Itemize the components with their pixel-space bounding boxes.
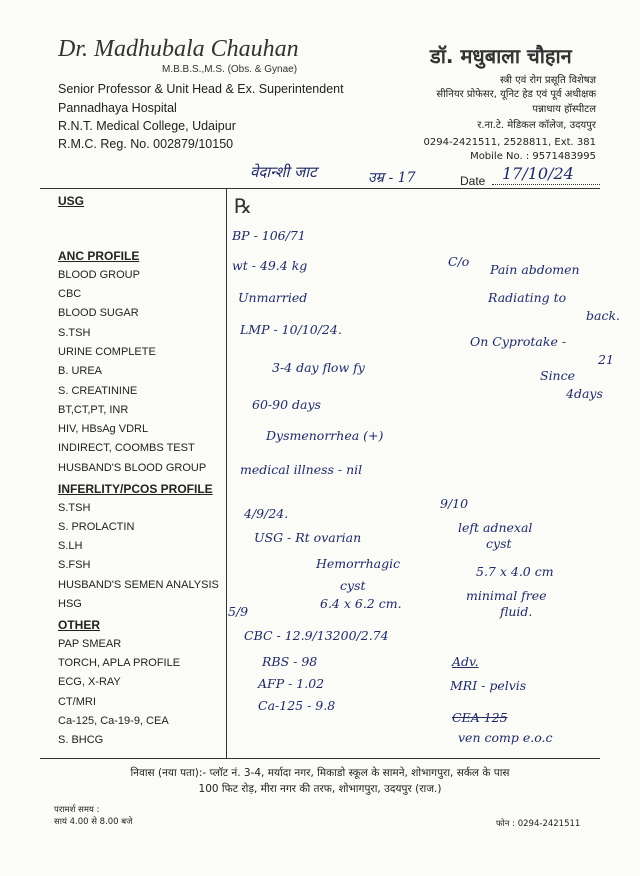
other-item: TORCH, APLA PROFILE	[58, 657, 181, 669]
note-mri: MRI - pelvis	[450, 678, 527, 693]
complaint-line: Since	[540, 368, 576, 383]
complaint-line: On Cyprotake -	[470, 334, 567, 349]
note-hemorrhagic: Hemorrhagic	[316, 556, 401, 571]
hospital-hindi: पन्नाधाय हॉस्पीटल	[532, 104, 596, 115]
date-label: Date	[460, 174, 486, 188]
note-cbc: CBC - 12.9/13200/2.74	[244, 628, 389, 643]
note-left-adnexal: left adnexal	[458, 520, 533, 535]
top-divider	[40, 188, 600, 189]
qualifications: M.B.B.S.,M.S. (Obs. & Gynae)	[162, 64, 298, 75]
infertility-item: HUSBAND'S SEMEN ANALYSIS	[58, 579, 219, 591]
anc-item: S. CREATININE	[58, 385, 138, 397]
other-item: CT/MRI	[58, 696, 96, 708]
note-ca125: Ca-125 - 9.8	[258, 698, 336, 713]
footer-phone: फोन : 0294-2421511	[496, 819, 581, 829]
note-date-2: 9/10	[440, 496, 469, 511]
infertility-item: HSG	[58, 598, 82, 610]
anc-item: S.TSH	[58, 327, 91, 339]
note-free-fluid: minimal free	[466, 588, 547, 603]
registration-line: R.M.C. Reg. No. 002879/10150	[58, 137, 234, 151]
specialty-hindi: स्त्री एवं रोग प्रसूति विशेषज्ञ	[500, 75, 596, 86]
anc-profile-title: ANC PROFILE	[58, 249, 140, 263]
note-dysmenorrhea: Dysmenorrhea (+)	[266, 428, 384, 443]
infertility-profile-title: INFERLITY/PCOS PROFILE	[58, 482, 213, 496]
anc-item: BT,CT,PT, INR	[58, 404, 129, 416]
note-cycle: 60-90 days	[252, 397, 321, 412]
complaint-line: Pain abdomen	[490, 262, 580, 277]
other-title: OTHER	[58, 618, 100, 632]
anc-item: BLOOD GROUP	[58, 269, 140, 281]
designation-line: Senior Professor & Unit Head & Ex. Superintendent	[58, 82, 344, 96]
complaint-line: Radiating to	[488, 290, 567, 305]
college-line: R.N.T. Medical College, Udaipur	[58, 119, 236, 133]
patient-name: वेदान्शी जाट	[250, 163, 317, 181]
rx-symbol: ℞	[234, 194, 252, 218]
college-hindi: र.ना.टे. मेडिकल कॉलेज, उदयपुर	[477, 120, 596, 131]
date-dotted-line	[492, 184, 600, 185]
note-co: C/o	[448, 254, 470, 269]
note-advice: Adv.	[452, 654, 479, 669]
note-rbs: RBS - 98	[262, 654, 318, 669]
anc-item: URINE COMPLETE	[58, 346, 156, 358]
anc-item: HUSBAND'S BLOOD GROUP	[58, 462, 207, 474]
note-date-3: 5/9	[228, 604, 249, 619]
note-usg-finding: USG - Rt ovarian	[254, 530, 362, 545]
anc-item: B. UREA	[58, 365, 103, 377]
anc-item: HIV, HBsAg VDRL	[58, 423, 149, 435]
note-lmp: LMP - 10/10/24.	[240, 322, 342, 337]
note-struck: CEA 125	[452, 710, 508, 725]
note-afp: AFP - 1.02	[258, 676, 325, 691]
infertility-item: S. PROLACTIN	[58, 521, 135, 533]
complaint-line: 21	[598, 352, 614, 367]
complaint-line: 4days	[566, 386, 603, 401]
hours-label: परामर्श समय :	[54, 805, 100, 815]
other-item: Ca-125, Ca-19-9, CEA	[58, 715, 169, 727]
note-weight: wt - 49.4 kg	[232, 258, 308, 273]
note-cyst-size: 6.4 x 6.2 cm.	[320, 596, 402, 611]
designation-hindi: सीनियर प्रोफेसर, यूनिट हेड एवं पूर्व अधीक्षक	[436, 89, 596, 100]
patient-age: उम्र - 17	[368, 170, 416, 186]
column-divider	[226, 188, 227, 758]
phone-numbers: 0294-2421511, 2528811, Ext. 381	[423, 137, 596, 148]
complaint-line: back.	[586, 308, 621, 323]
bottom-divider	[40, 758, 600, 759]
address-line-1: निवास (नया पता):- प्लॉट नं. 3-4, मर्यादा नगर, मिकाडो स्कूल के सामने, शोभागपुरा, सर्कल के पास	[130, 767, 510, 779]
note-free-fluid: fluid.	[500, 604, 533, 619]
usg-label: USG	[58, 194, 85, 208]
mobile-number: Mobile No. : 9571483995	[470, 151, 596, 162]
note-vein: ven comp e.o.c	[458, 730, 553, 745]
date-value: 17/10/24	[502, 164, 574, 183]
address-line-2: 100 फिट रोड़, मीरा नगर की तरफ, शोभागपुरा, उदयपुर (राज.)	[198, 783, 442, 795]
doctor-name-hindi: डॉ. मधुबाला चौहान	[430, 44, 572, 68]
anc-item: INDIRECT, COOMBS TEST	[58, 442, 195, 454]
anc-item: CBC	[58, 288, 82, 300]
other-item: PAP SMEAR	[58, 638, 122, 650]
other-item: S. BHCG	[58, 734, 104, 746]
hospital-line: Pannadhaya Hospital	[58, 101, 177, 115]
note-date-1: 4/9/24.	[244, 506, 289, 521]
note-medical-illness: medical illness - nil	[240, 462, 363, 477]
infertility-item: S.TSH	[58, 502, 91, 514]
note-left-size: 5.7 x 4.0 cm	[476, 564, 554, 579]
infertility-item: S.FSH	[58, 559, 91, 571]
note-marital: Unmarried	[238, 290, 308, 305]
other-item: ECG, X-RAY	[58, 676, 121, 688]
doctor-name-english: Dr. Madhubala Chauhan	[58, 36, 299, 62]
note-cyst: cyst	[340, 578, 366, 593]
note-flow: 3-4 day flow fy	[272, 360, 365, 375]
hours-value: सायं 4.00 से 8.00 बजे	[54, 817, 133, 827]
note-bp: BP - 106/71	[232, 228, 306, 243]
infertility-item: S.LH	[58, 540, 83, 552]
note-left-cyst: cyst	[486, 536, 512, 551]
anc-item: BLOOD SUGAR	[58, 307, 139, 319]
